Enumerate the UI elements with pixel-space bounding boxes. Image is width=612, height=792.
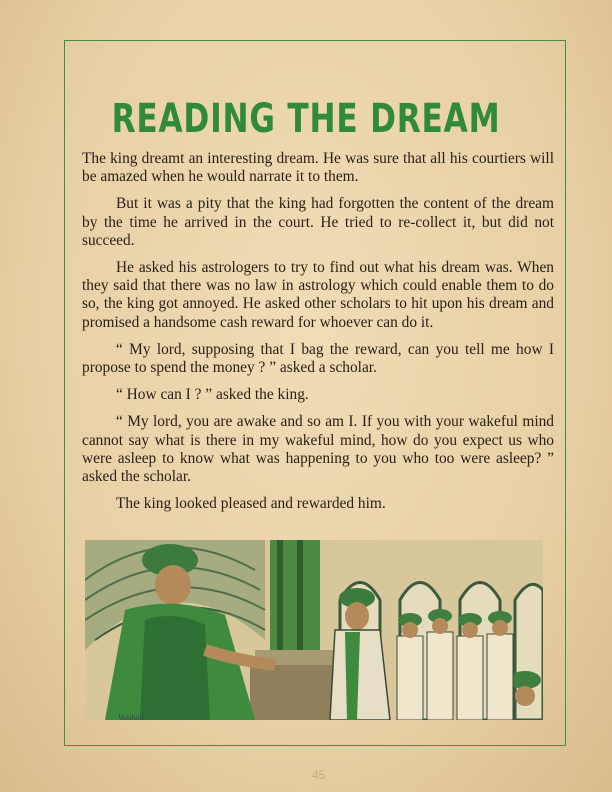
paragraph-3: He asked his astrologers to try to find out what his dream was. When they said that there was no law in astrology which could enable them to do so, the king got annoyed. He asked other scholars to hit upon his dream and promised a handsome cash reward for whoever can do it. <box>82 259 554 331</box>
page-number: 45 <box>312 768 326 782</box>
paragraph-2: But it was a pity that the king had forgotten the content of the dream by the time he arrived in the court. He tried to re-collect it, but did not succeed. <box>82 195 554 249</box>
paragraph-1: The king dreamt an interesting dream. He was sure that all his courtiers will be amazed when he would narrate it to them. <box>82 150 554 186</box>
artist-signature: Vaishali <box>118 713 144 722</box>
paragraph-4: “ My lord, supposing that I bag the reward, can you tell me how I propose to spend the money ? ” asked a scholar. <box>82 340 554 377</box>
court-illustration <box>85 540 543 720</box>
illustration-drawing <box>85 540 543 720</box>
story-title: READING THE DREAM <box>111 96 501 142</box>
paragraph-5: “ How can I ? ” asked the king. <box>116 386 309 404</box>
story-body <box>82 150 554 522</box>
paragraph-7: The king looked pleased and rewarded him. <box>116 495 386 513</box>
paragraph-6: “ My lord, you are awake and so am I. If you with your wakeful mind cannot say what is there in my wakeful mind, how do you expect us who were asleep to know what was happening to you who too were asleep? ” asked the scholar. <box>82 413 554 486</box>
